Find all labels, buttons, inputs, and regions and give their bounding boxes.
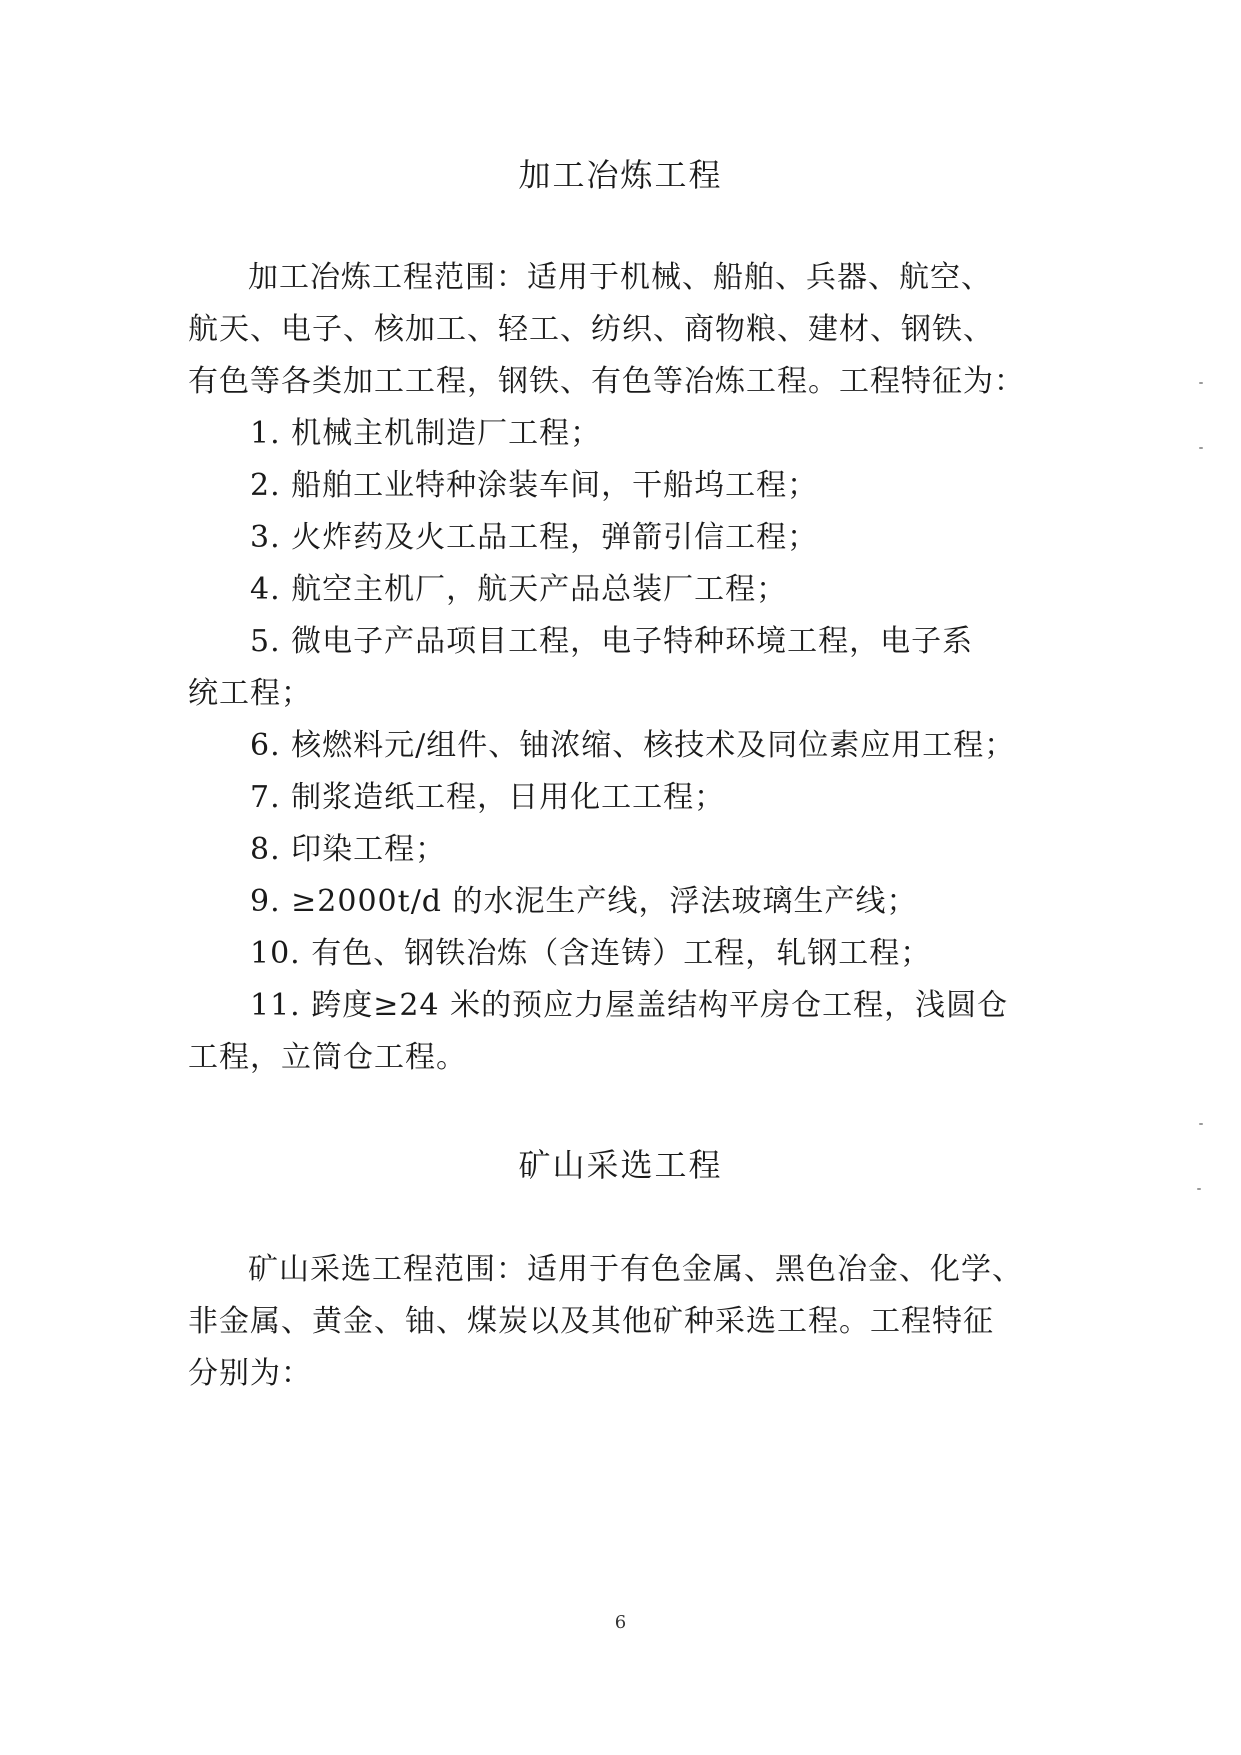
list-item-text: 10. 有色、钢铁冶炼（含连铸）工程，轧钢工程； — [250, 936, 932, 971]
scan-speck — [1199, 447, 1203, 449]
list-item — [188, 772, 1058, 824]
scan-speck — [1199, 382, 1203, 384]
list-item-text: 5. 微电子产品项目工程，电子特种环境工程，电子系 — [250, 624, 974, 659]
list-item — [188, 720, 1058, 772]
list-item-text: 7. 制浆造纸工程，日用化工工程； — [250, 780, 726, 815]
list-item-text: 1. 机械主机制造厂工程； — [250, 416, 602, 451]
intro-line: 非金属、黄金、铀、煤炭以及其他矿种采选工程。工程特征 — [188, 1304, 994, 1339]
intro-line: 航天、电子、核加工、轻工、纺织、商物粮、建材、钢铁、 — [188, 312, 994, 347]
list-item-continuation: 统工程； — [188, 676, 312, 711]
intro-line: 分别为： — [188, 1356, 312, 1391]
list-item — [188, 876, 1058, 928]
list-item — [188, 928, 1058, 980]
intro-line: 有色等各类加工工程，钢铁、有色等冶炼工程。工程特征为： — [188, 364, 1025, 399]
intro-line: 矿山采选工程范围：适用于有色金属、黑色冶金、化学、 — [248, 1252, 1023, 1287]
section-intro-mining — [188, 1244, 1058, 1400]
list-item — [188, 824, 1058, 876]
section-heading-processing-smelting: 加工冶炼工程 — [518, 156, 723, 194]
scan-speck — [1199, 1123, 1203, 1125]
list-item — [188, 616, 1058, 720]
list-item-text: 9. ≥2000t/d 的水泥生产线，浮法玻璃生产线； — [250, 884, 918, 919]
list-item — [188, 460, 1058, 512]
section-heading-mining: 矿山采选工程 — [518, 1146, 723, 1184]
list-item-text: 2. 船舶工业特种涂装车间，干船坞工程； — [250, 468, 819, 503]
list-item-text: 3. 火炸药及火工品工程，弹箭引信工程； — [250, 520, 819, 555]
list-item — [188, 564, 1058, 616]
page-number: 6 — [614, 1612, 627, 1633]
list-item — [188, 512, 1058, 564]
list-item-text: 8. 印染工程； — [250, 832, 447, 867]
section-intro-processing-smelting — [188, 252, 1058, 408]
scan-speck — [1197, 1188, 1201, 1190]
list-item-text: 6. 核燃料元/组件、铀浓缩、核技术及同位素应用工程； — [250, 728, 1016, 763]
list-item-text: 4. 航空主机厂，航天产品总装厂工程； — [250, 572, 788, 607]
list-item — [188, 980, 1058, 1084]
intro-line: 加工冶炼工程范围：适用于机械、船舶、兵器、航空、 — [248, 260, 992, 295]
list-item — [188, 408, 1058, 460]
list-item-text: 11. 跨度≥24 米的预应力屋盖结构平房仓工程，浅圆仓 — [250, 988, 1009, 1023]
list-item-continuation: 工程，立筒仓工程。 — [188, 1040, 467, 1075]
